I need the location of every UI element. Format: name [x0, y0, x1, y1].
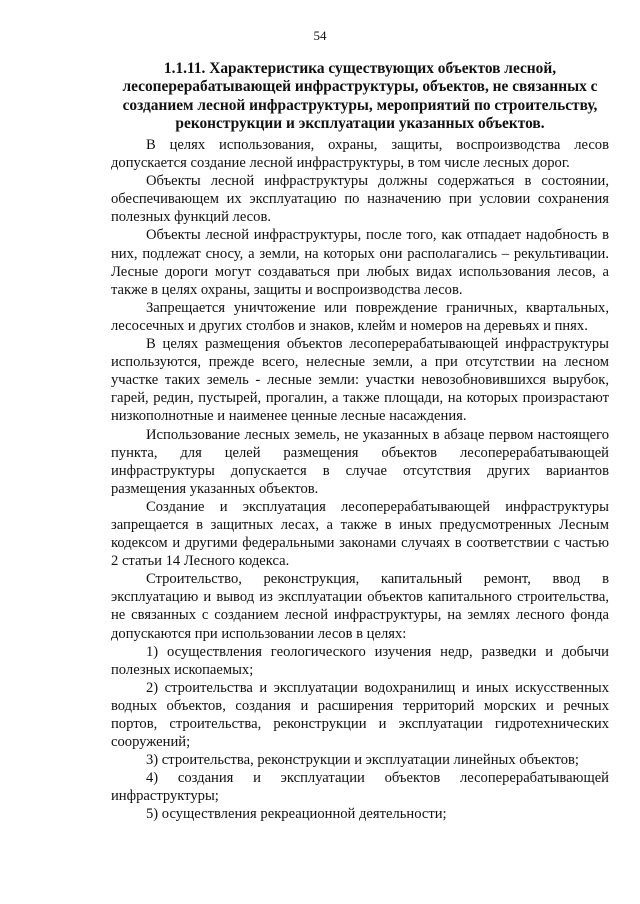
- page-number: 54: [313, 28, 327, 43]
- body-text: [111, 136, 609, 824]
- section-heading: 1.1.11. Характеристика существующих объектов лесной, лесоперерабатывающей инфраструктуры, объектов, не связанных с созданием лесной инфраструктуры, мероприятий по строительству, реконструкции и эксплуатации указанных объектов.: [122, 60, 598, 132]
- list-item: 4) создания и эксплуатации объектов лесоперерабатывающей инфраструктуры;: [111, 770, 609, 805]
- list-item: 5) осуществления рекреационной деятельности;: [146, 806, 447, 823]
- paragraph: В целях использования, охраны, защиты, воспроизводства лесов допускается создание лесной инфраструктуры, в том числе лесных дорог.: [111, 137, 609, 172]
- paragraph: Объекты лесной инфраструктуры, после того, как отпадает надобность в них, подлежат сносу, а земли, на которых они располагались – рекультивации. Лесные дороги могут создаваться при любых видах использования лесов, а также в целях охраны, защиты и воспроизводства лесов.: [111, 227, 609, 298]
- paragraph: В целях размещения объектов лесоперерабатывающей инфраструктуры используются, прежде всего, нелесные земли, а при отсутствии на лесном участке таких земель - лесные земли: участки невозобновившихся вырубок, гарей, редин, пустырей, прогалин, а также площади, на которых произрастают низкополнотные и наименее ценные лесные насаждения.: [111, 336, 609, 425]
- list-item: 2) строительства и эксплуатации водохранилищ и иных искусственных водных объектов, создания и расширения территорий морских и речных портов, строительства, реконструкции и эксплуатации гидротехнических сооружений;: [111, 679, 609, 751]
- paragraph: Создание и эксплуатация лесоперерабатывающей инфраструктуры запрещается в защитных лесах, а также в иных предусмотренных Лесным кодексом и другими федеральными законами случаях в соответствии с частью 2 статьи 14 Лесного кодекса.: [111, 498, 609, 570]
- list-item: 1) осуществления геологического изучения недр, разведки и добычи полезных ископаемых;: [111, 643, 609, 678]
- paragraph: Строительство, реконструкция, капитальный ремонт, ввод в эксплуатацию и вывод из эксплуатации объектов капитального строительства, не связанных с созданием лесной инфраструктуры, на землях лесного фонда допускаются при использовании лесов в целях:: [111, 571, 609, 642]
- paragraph: Использование лесных земель, не указанных в абзаце первом настоящего пункта, для целей размещения объектов лесоперерабатывающей инфраструктуры допускается в случае отсутствия других вариантов размещения указанных объектов.: [111, 426, 609, 497]
- list-item: 3) строительства, реконструкции и эксплуатации линейных объектов;: [146, 752, 579, 769]
- paragraph: Запрещается уничтожение или повреждение граничных, квартальных, лесосечных и других столбов и знаков, клейм и номеров на деревьях и пнях.: [111, 299, 609, 334]
- paragraph: Объекты лесной инфраструктуры должны содержаться в состоянии, обеспечивающем их эксплуатацию по назначению при условии сохранения полезных функций лесов.: [111, 173, 609, 226]
